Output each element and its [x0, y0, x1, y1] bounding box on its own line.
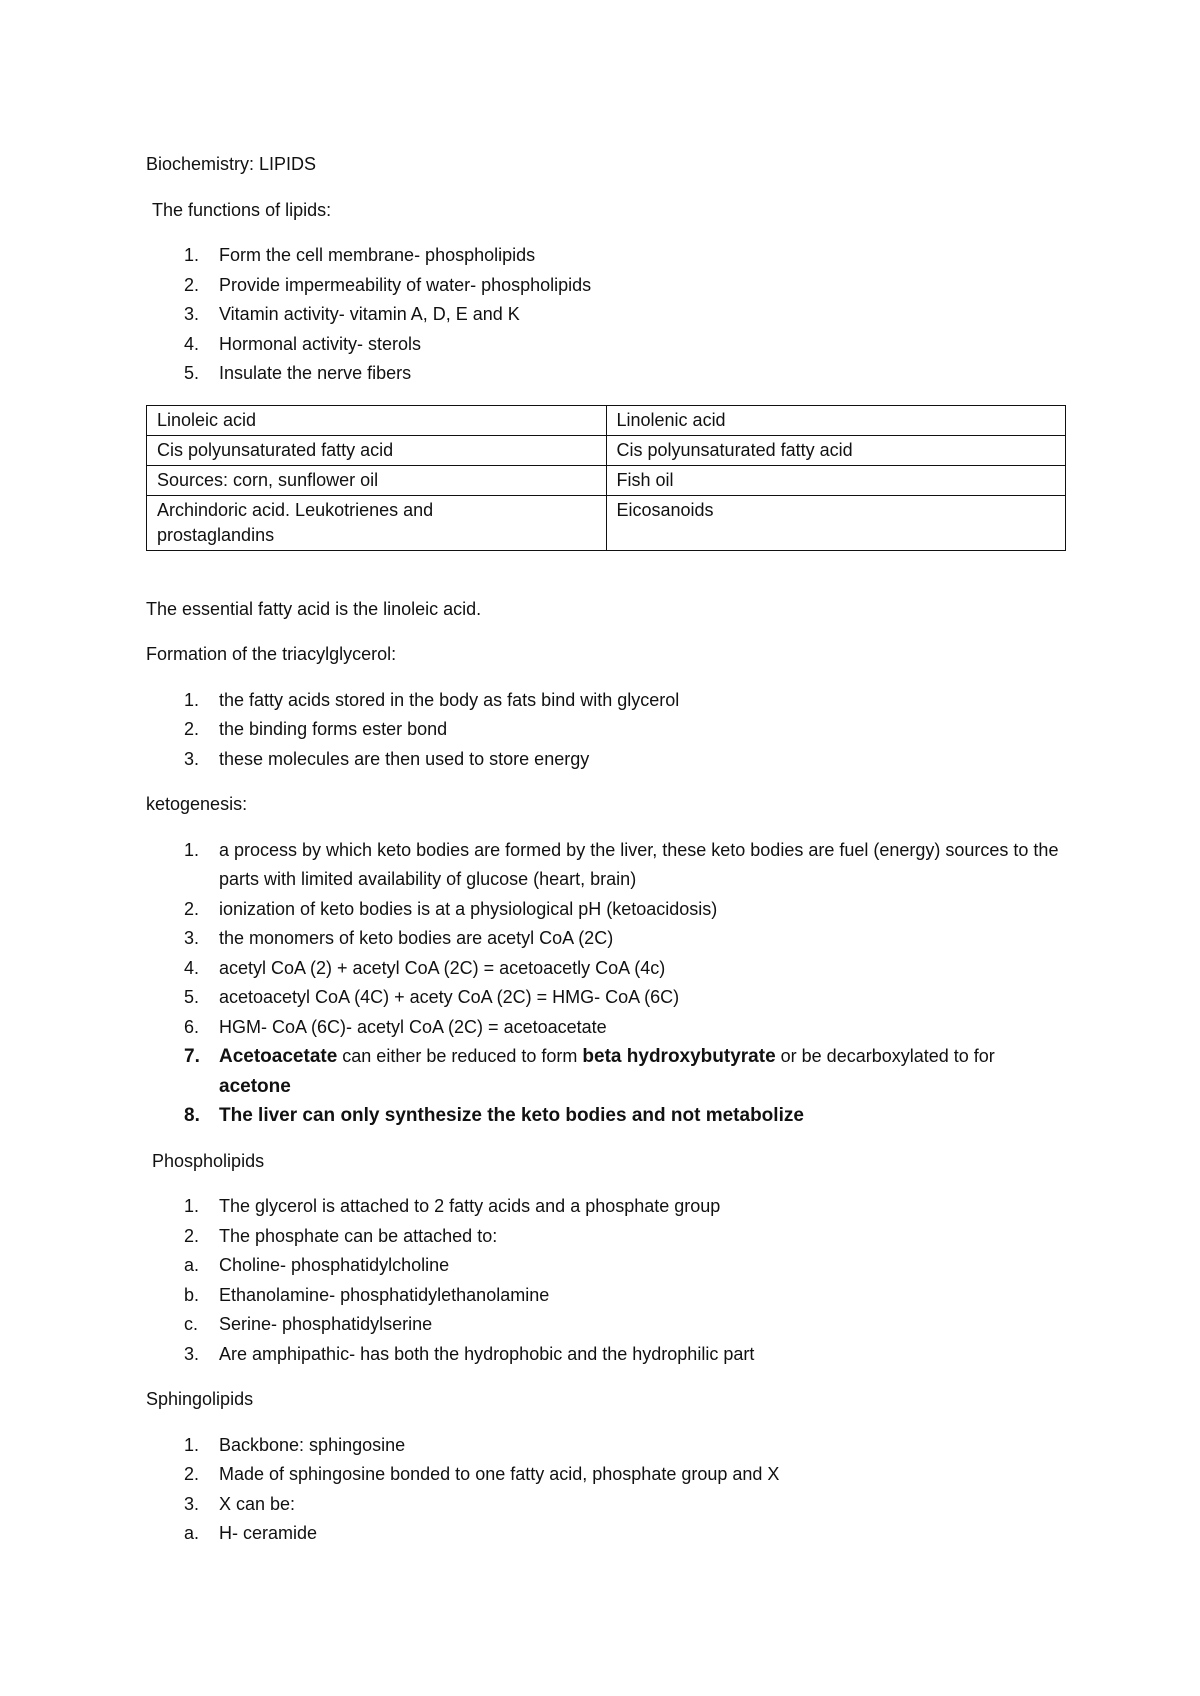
- list-item: 5. acetoacetyl CoA (4C) + acety CoA (2C) = HMG- CoA (6C): [184, 987, 680, 1007]
- document-title: Biochemistry: LIPIDS: [146, 154, 317, 174]
- list-item: 2. The phosphate can be attached to:: [184, 1225, 498, 1246]
- sphingolipids-list: [146, 1431, 1066, 1549]
- list-item: 3. Are amphipathic- has both the hydrophobic and the hydrophilic part: [184, 1343, 755, 1364]
- list-item: 1. The glycerol is attached to 2 fatty acids and a phosphate group: [184, 1196, 721, 1216]
- phospholipids-list: [146, 1192, 1066, 1369]
- list-item: 1. Form the cell membrane- phospholipids: [184, 245, 536, 265]
- list-item: c. Serine- phosphatidylserine: [184, 1314, 433, 1334]
- list-item: 2. Made of sphingosine bonded to one fatty acid, phosphate group and X: [184, 1464, 780, 1484]
- functions-list: [146, 241, 1066, 389]
- list-item: a. H- ceramide: [184, 1523, 318, 1543]
- list-item: 3. these molecules are then used to store energy: [184, 748, 590, 769]
- sphingolipids-heading: Sphingolipids: [146, 1389, 254, 1409]
- fatty-acid-comparison-table: [146, 405, 1066, 551]
- document-content: [146, 150, 1066, 1565]
- table-row: [147, 435, 1066, 465]
- list-item: 5. Insulate the nerve fibers: [184, 363, 412, 383]
- list-item: 3. Vitamin activity- vitamin A, D, E and K: [184, 304, 520, 324]
- list-item: 4. acetyl CoA (2) + acetyl CoA (2C) = acetoacetly CoA (4c): [184, 957, 666, 978]
- list-item: 7. Acetoacetate can either be reduced to form beta hydroxybutyrate or be decarboxylated to for acetone: [184, 1046, 995, 1097]
- triacylglycerol-heading: Formation of the triacylglycerol:: [146, 644, 397, 664]
- phospholipids-heading: Phospholipids: [152, 1150, 265, 1171]
- list-item: 3. X can be:: [184, 1493, 296, 1514]
- list-item: 2. Provide impermeability of water- phospholipids: [184, 274, 592, 295]
- table-row: [147, 465, 1066, 495]
- list-item: 2. the binding forms ester bond: [184, 719, 448, 739]
- ketogenesis-heading: ketogenesis:: [146, 794, 248, 814]
- list-item: 1. the fatty acids stored in the body as fats bind with glycerol: [184, 689, 680, 710]
- table-cell: Fish oil: [606, 465, 1066, 495]
- table-cell: Cis polyunsaturated fatty acid: [606, 435, 1066, 465]
- table-cell: Linolenic acid: [606, 405, 1066, 435]
- list-item: a. Choline- phosphatidylcholine: [184, 1255, 450, 1275]
- triacylglycerol-list: [146, 686, 1066, 775]
- table-row: [147, 405, 1066, 435]
- list-item: 4. Hormonal activity- sterols: [184, 333, 422, 354]
- table-cell: Linoleic acid: [147, 405, 607, 435]
- list-item: b. Ethanolamine- phosphatidylethanolamine: [184, 1284, 550, 1305]
- list-item: 1. a process by which keto bodies are formed by the liver, these keto bodies are fuel (energy) sources to the parts with limited availability of glucose (heart, brain): [184, 839, 1059, 889]
- list-item: 8. The liver can only synthesize the keto bodies and not metabolize: [184, 1105, 804, 1126]
- list-item: 3. the monomers of keto bodies are acetyl CoA (2C): [184, 928, 614, 948]
- list-item: 1. Backbone: sphingosine: [184, 1434, 406, 1455]
- list-item: 6. HGM- CoA (6C)- acetyl CoA (2C) = acetoacetate: [184, 1016, 607, 1037]
- table-cell: Archindoric acid. Leukotrienes and prostaglandins: [147, 495, 607, 550]
- list-item: 2. ionization of keto bodies is at a physiological pH (ketoacidosis): [184, 898, 718, 919]
- table-row: [147, 495, 1066, 550]
- table-cell: Eicosanoids: [606, 495, 1066, 550]
- table-cell: Cis polyunsaturated fatty acid: [147, 435, 607, 465]
- table-cell: Sources: corn, sunflower oil: [147, 465, 607, 495]
- functions-heading: The functions of lipids:: [152, 199, 332, 220]
- essential-fatty-acid-note: The essential fatty acid is the linoleic acid.: [146, 598, 482, 619]
- ketogenesis-list: [146, 836, 1066, 1131]
